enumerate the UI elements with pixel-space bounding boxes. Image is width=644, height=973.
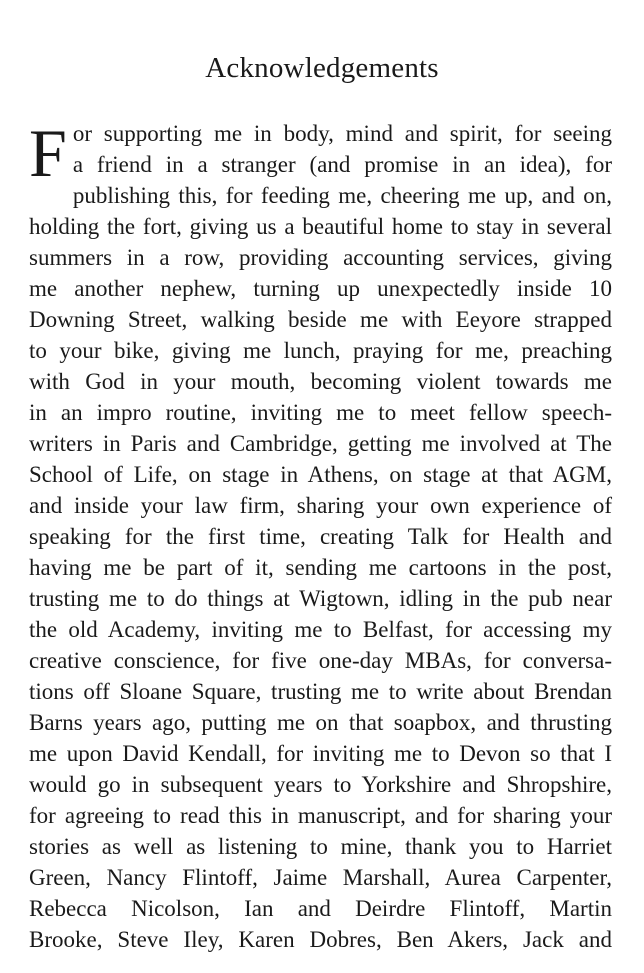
text-line: for agreeing to read this in manuscript, and for sharing your [29, 803, 612, 828]
text-line: holding the fort, giving us a beautiful home to stay in several [29, 214, 612, 239]
text-line: or supporting me in body, mind and spirit, for seeing [72, 121, 612, 146]
text-line: with God in your mouth, becoming violent towards me [29, 369, 612, 394]
text-line: and inside your law firm, sharing your own experience of [29, 493, 612, 518]
acknowledgements-body [29, 115, 612, 955]
text-line: Barns years ago, putting me on that soapbox, and thrusting [29, 710, 612, 735]
text-line: writers in Paris and Cambridge, getting me involved at The [29, 431, 612, 456]
text-line: me upon David Kendall, for inviting me to Devon so that I [29, 741, 612, 766]
text-line: a friend in a stranger (and promise in an idea), for [72, 152, 612, 177]
text-line: stories as well as listening to mine, thank you to Harriet [29, 834, 612, 859]
text-line: summers in a row, providing accounting services, giving [29, 245, 612, 270]
text-line: the old Academy, inviting me to Belfast, for accessing my [29, 617, 612, 642]
text-line: in an impro routine, inviting me to meet fellow speech- [29, 400, 612, 425]
text-line: Downing Street, walking beside me with Eeyore strapped [29, 307, 612, 332]
page-title: Acknowledgements [205, 52, 439, 84]
text-line: School of Life, on stage in Athens, on stage at that AGM, [29, 462, 612, 487]
text-line: trusting me to do things at Wigtown, idling in the pub near [29, 586, 612, 611]
text-line: would go in subsequent years to Yorkshire and Shropshire, [29, 772, 612, 797]
text-line: tions off Sloane Square, trusting me to write about Brendan [29, 679, 612, 704]
text-line: Green, Nancy Flintoff, Jaime Marshall, Aurea Carpenter, [29, 865, 612, 890]
text-line: having me be part of it, sending me cartoons in the post, [29, 555, 612, 580]
text-line: creative conscience, for five one-day MBAs, for conversa- [29, 648, 612, 673]
text-line: speaking for the first time, creating Talk for Health and [29, 524, 612, 549]
drop-cap: F [29, 115, 67, 191]
text-line: to your bike, giving me lunch, praying for me, preaching [29, 338, 612, 363]
text-line: publishing this, for feeding me, cheering me up, and on, [72, 183, 612, 208]
acknowledgements-paragraph [29, 115, 612, 955]
text-line: Rebecca Nicolson, Ian and Deirdre Flintoff, Martin [29, 896, 612, 921]
text-line: Brooke, Steve Iley, Karen Dobres, Ben Akers, Jack and [29, 927, 612, 952]
text-line: me another nephew, turning up unexpectedly inside 10 [29, 276, 612, 301]
